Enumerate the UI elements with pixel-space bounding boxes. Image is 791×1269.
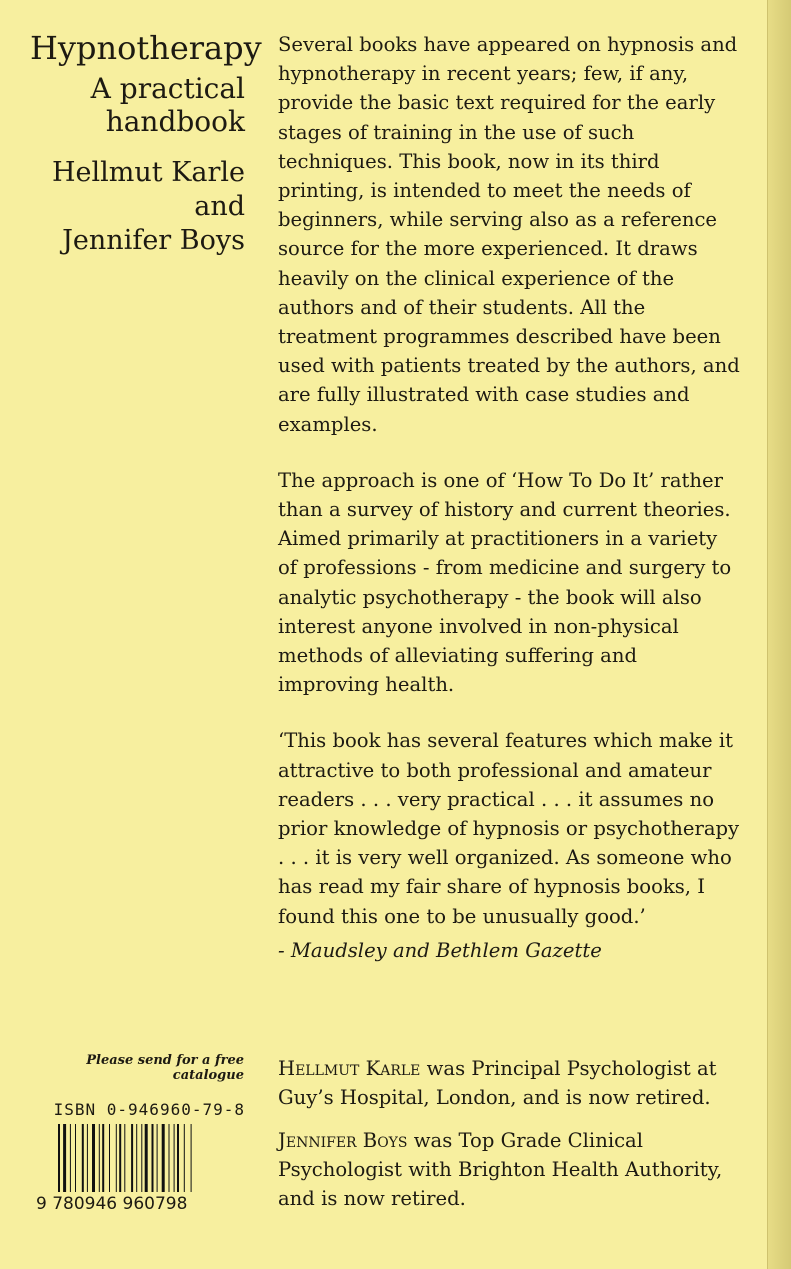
barcode-bar (169, 1124, 170, 1192)
barcode-bar (174, 1124, 175, 1192)
barcode-bar (109, 1124, 110, 1192)
barcode-bar (119, 1124, 121, 1192)
barcode-bar (116, 1124, 117, 1192)
barcode-bar (136, 1124, 137, 1192)
barcode-bar (177, 1124, 179, 1192)
barcode-bar (75, 1124, 76, 1192)
author-list (30, 156, 245, 258)
title-block (30, 29, 262, 258)
blurb (278, 30, 740, 965)
barcode-bar (141, 1124, 142, 1192)
barcode-bar (82, 1124, 84, 1192)
blurb-paragraph-2: The approach is one of ‘How To Do It’ rather than a survey of history and current theories. Aimed primarily at practitioners in a variety of professions - from medicine and surgery to analytic psychotherapy - the book will also interest anyone involved in non-physical methods of alleviating suffering and improving health. (278, 468, 732, 697)
book-title: Hypnotherapy (30, 29, 262, 67)
barcode-bar (102, 1124, 104, 1192)
barcode-bar (58, 1124, 60, 1192)
bio-text: was Top Grade Clinical Psychologist with Brighton Health Authority, and is now retired. (278, 1129, 723, 1210)
barcode-bar (131, 1124, 133, 1192)
bio-author-name: Jennifer Boys (278, 1129, 408, 1152)
bio-author-name: Hellmut Karle (278, 1057, 421, 1080)
catalogue-note: Please send for a free catalogue (86, 1053, 244, 1083)
author-bio-2 (278, 1126, 740, 1213)
barcode-bar (99, 1124, 100, 1192)
isbn-label: ISBN 0-946960-79-8 (53, 1100, 245, 1119)
barcode-bar (63, 1124, 66, 1192)
author-name: Hellmut Karle (51, 157, 245, 188)
barcode-bar (191, 1124, 192, 1192)
book-subtitle: A practical handbook (90, 72, 245, 138)
author-name: Jennifer Boys (62, 225, 245, 256)
bio-text: was Principal Psychologist at Guy’s Hospital, London, and is now retired. (278, 1057, 717, 1109)
barcode-bar (87, 1124, 88, 1192)
barcode-bar (70, 1124, 71, 1192)
barcode-bar (157, 1124, 158, 1192)
barcode-bar (184, 1124, 185, 1192)
review-attribution: - Maudsley and Bethlem Gazette (278, 938, 602, 962)
author-bio-1 (278, 1054, 740, 1112)
page-edge (767, 0, 791, 1269)
author-bios (278, 1054, 740, 1213)
barcode-bar (152, 1124, 154, 1192)
blurb-paragraph-1: Several books have appeared on hypnosis and hypnotherapy in recent years; few, if any, provide the basic text required for the early stages of training in the use of such techniques. This book, now in its third printing, is intended to meet the needs of beginners, while serving also as a reference source for the more experienced. It draws heavily on the clinical experience of the authors and of their students. All the treatment programmes described have been used with patients treated by the authors, and are fully illustrated with case studies and examples. (278, 33, 740, 436)
barcode-bar (124, 1124, 125, 1192)
barcode-bar (162, 1124, 165, 1192)
barcode-graphic (36, 1124, 248, 1204)
barcode-bar (92, 1124, 95, 1192)
author-conjunction: and (194, 191, 245, 222)
barcode-digits: 9 780946 960798 (36, 1194, 188, 1214)
barcode-bar (145, 1124, 148, 1192)
review-quote: ‘This book has several features which make it attractive to both professional and amateur readers . . . very practical . . . it assumes no prior knowledge of hypnosis or psychotherapy . . . it is very well organized. As someone who has read my fair share of hypnosis books, I found this one to be unusually good.’ (278, 729, 740, 928)
